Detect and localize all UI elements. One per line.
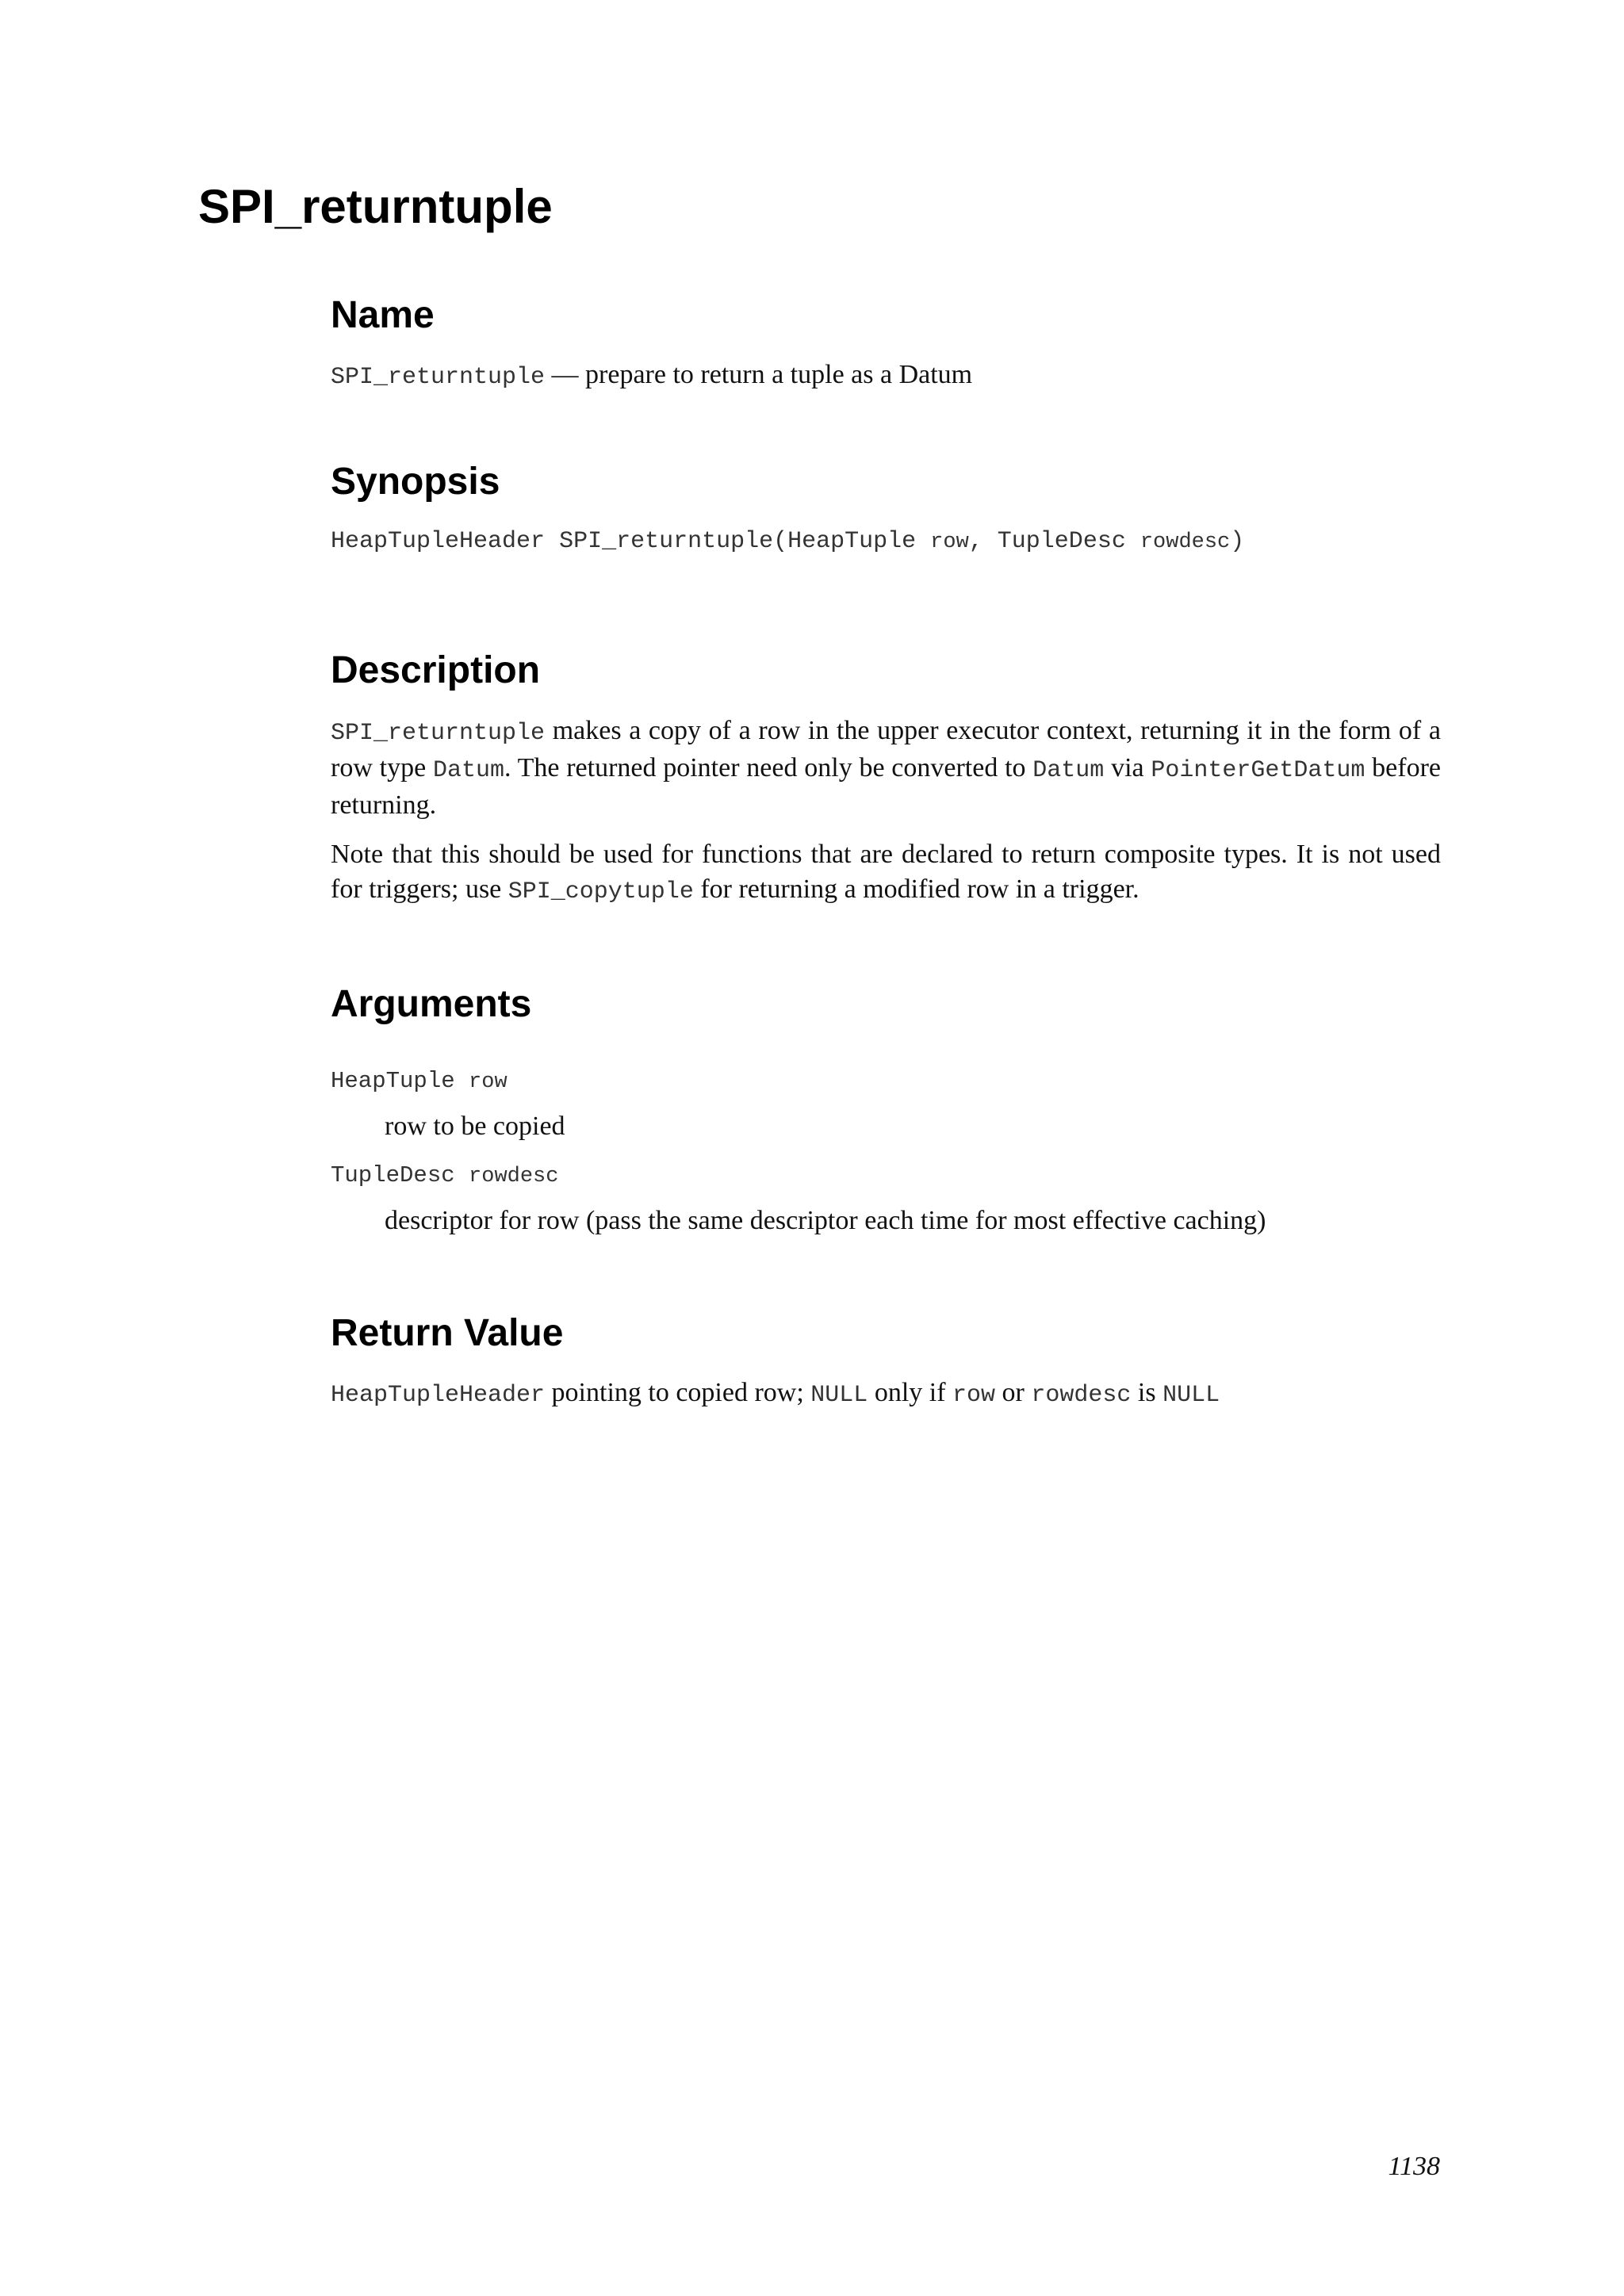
inline-code: Datum (432, 756, 504, 784)
description-text: for returning a modified row in a trigger. (693, 874, 1139, 904)
synopsis-code: HeapTupleHeader SPI_returntuple(HeapTuple row, TupleDesc rowdesc) (331, 528, 1245, 556)
synopsis-param2-type: TupleDesc (997, 528, 1126, 556)
synopsis-function: SPI_returntuple (559, 528, 774, 556)
return-value-text (331, 1376, 1441, 1413)
inline-code: row (952, 1381, 996, 1409)
arguments-section (331, 982, 1441, 1238)
argument-term (331, 1160, 1441, 1192)
synopsis-param1-type: HeapTuple (787, 528, 917, 556)
inline-code: NULL (810, 1381, 868, 1409)
argument-term (331, 1066, 1441, 1098)
description-text: makes a copy of a row in the upper executor context, returning it in the form of a row type (331, 715, 1441, 783)
function-summary: — prepare to return a tuple as a Datum (545, 360, 973, 390)
name-section (331, 293, 1441, 395)
synopsis-heading: Synopsis (331, 461, 500, 503)
argument-name: rowdesc (469, 1164, 559, 1188)
return-text: or (995, 1377, 1032, 1407)
inline-code: SPI_copytuple (508, 878, 694, 905)
description-section (331, 649, 1441, 909)
description-paragraph-1 (331, 714, 1441, 823)
synopsis-param1-name: row (930, 530, 969, 555)
argument-description: row to be copied (385, 1111, 565, 1141)
reference-content (331, 293, 1441, 1427)
inline-code: Datum (1032, 756, 1105, 784)
description-text: before returning. (331, 752, 1442, 820)
return-text: is (1131, 1377, 1163, 1407)
return-value-section (331, 1311, 1441, 1413)
description-text: via (1104, 752, 1151, 783)
argument-description: descriptor for row (pass the same descriptor each time for most effective caching) (385, 1205, 1266, 1235)
description-text: Note that this should be used for functions that are declared to return composite types. It is not used for triggers; use (331, 839, 1441, 904)
inline-code: NULL (1162, 1381, 1220, 1409)
description-paragraph-2 (331, 837, 1441, 909)
argument-name: row (469, 1070, 508, 1094)
description-text: . The returned pointer need only be converted to (504, 752, 1033, 783)
synopsis-param2-name: rowdesc (1139, 530, 1231, 555)
name-summary (331, 358, 1441, 395)
inline-code: PointerGetDatum (1151, 756, 1365, 784)
page-title: SPI_returntuple (198, 180, 553, 233)
arguments-heading: Arguments (331, 982, 532, 1025)
argument-type: TupleDesc (331, 1161, 455, 1188)
return-text: only if (868, 1377, 953, 1407)
page-number: 1138 (1388, 2152, 1440, 2181)
synopsis-return-type: HeapTupleHeader (331, 528, 546, 556)
name-heading: Name (331, 294, 435, 336)
inline-code: HeapTupleHeader (331, 1381, 546, 1409)
function-name: SPI_returntuple (331, 364, 546, 392)
argument-type: HeapTuple (331, 1067, 455, 1094)
inline-code: SPI_returntuple (331, 719, 546, 747)
synopsis-section (331, 460, 1441, 560)
description-heading: Description (331, 649, 541, 692)
return-text: pointing to copied row; (545, 1377, 811, 1407)
return-value-heading: Return Value (331, 1311, 564, 1354)
inline-code: rowdesc (1031, 1381, 1132, 1409)
